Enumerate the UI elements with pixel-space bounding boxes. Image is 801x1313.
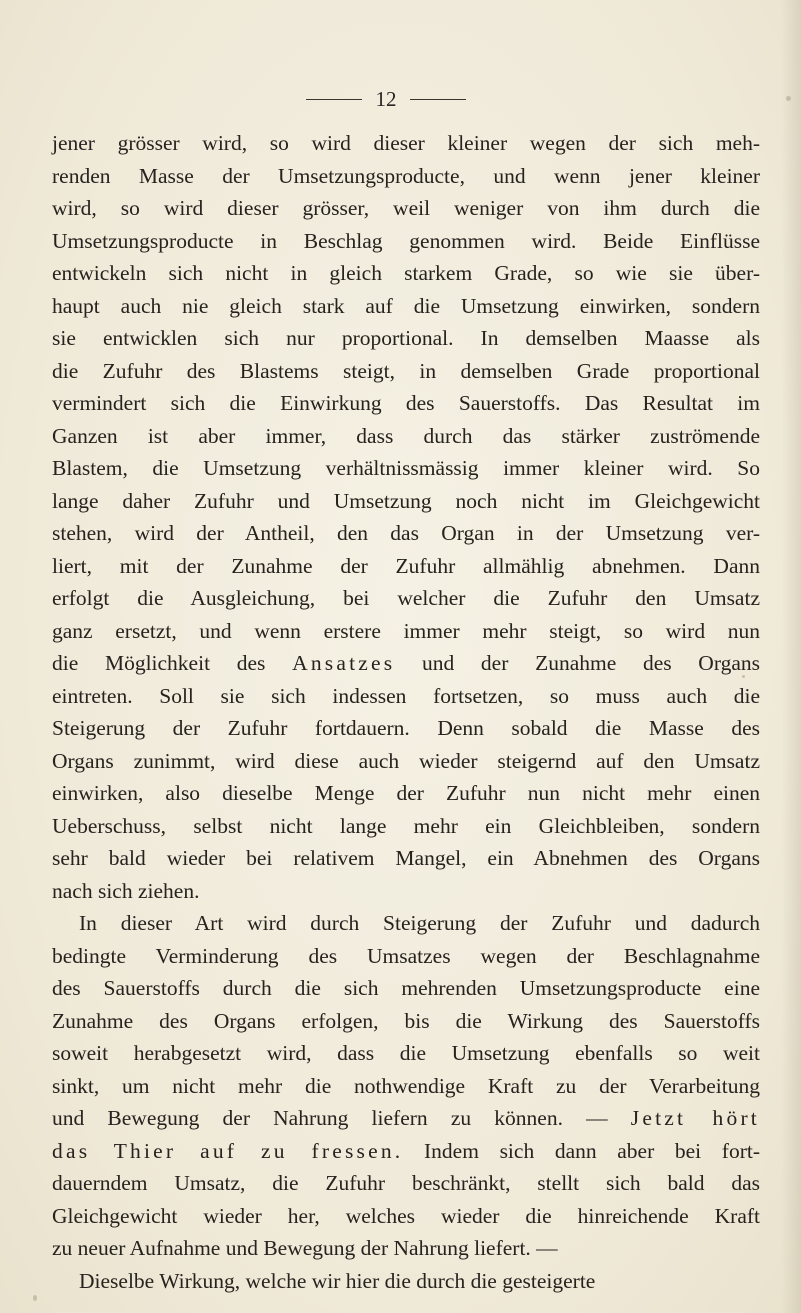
text-line: wird, so wird dieser grösser, weil weniger von ihm durch die [52, 196, 760, 220]
text-line: Ganzen ist aber immer, dass durch das stärker zuströmende [52, 423, 760, 448]
page-header [0, 84, 801, 114]
text-line: bedingte Verminderung des Umsatzes wegen der Beschlagnahme [52, 943, 760, 968]
paper-speck [786, 96, 791, 101]
text-line: des Sauerstoffs durch die sich mehrenden Umsetzungsproducte eine [52, 976, 760, 1000]
text-line: sehr bald wieder bei relativem Mangel, ein Abnehmen des Organs [52, 846, 760, 870]
text-line: Organs zunimmt, wird diese auch wieder steigernd auf den Umsatz [52, 748, 760, 773]
text-line [52, 647, 760, 680]
emphasis-spaced-text: Ansatzes [292, 651, 396, 675]
text-line: einwirken, also dieselbe Menge der Zufuhr nun nicht mehr einen [52, 781, 760, 805]
text-segment: und der Zunahme des Organs [395, 651, 761, 675]
text-line [52, 1135, 760, 1168]
text-line: erfolgt die Ausgleichung, bei welcher die Zufuhr den Umsatz [52, 586, 760, 610]
text-line: Gleichgewicht wieder her, welches wieder die hinreichende Kraft [52, 1203, 760, 1228]
emphasis-spaced-text: das Thier auf zu fressen. [52, 1138, 404, 1163]
text-line: Steigerung der Zufuhr fortdauern. Denn sobald die Masse des [52, 716, 760, 740]
text-line: Ueberschuss, selbst nicht lange mehr ein Gleichbleiben, sondern [52, 813, 760, 838]
text-line: vermindert sich die Einwirkung des Sauerstoffs. Das Resultat im [52, 391, 760, 415]
text-segment: die Möglichkeit des [52, 651, 293, 675]
text-line: entwickeln sich nicht in gleich starkem Grade, so wie sie über- [52, 261, 760, 285]
header-rule-left [306, 99, 362, 100]
text-line: sinkt, um nicht mehr die nothwendige Kraft zu der Verarbeitung [52, 1073, 760, 1098]
header-rule-right [410, 99, 466, 100]
text-line: eintreten. Soll sie sich indessen fortsetzen, so muss auch die [52, 683, 760, 708]
text-line: jener grösser wird, so wird dieser kleiner wegen der sich meh- [52, 131, 760, 155]
text-line: soweit herabgesetzt wird, dass die Umsetzung ebenfalls so weit [52, 1041, 760, 1065]
text-line: Dieselbe Wirkung, welche wir hier die durch die gesteigerte [79, 1268, 596, 1293]
text-line: stehen, wird der Antheil, den das Organ in der Umsetzung ver- [52, 521, 760, 545]
text-line: Umsetzungsproducte in Beschlag genommen wird. Beide Einflüsse [52, 228, 760, 253]
text-segment: Indem sich dann aber bei fort- [403, 1138, 760, 1163]
page-number: 12 [375, 87, 397, 111]
page-edge-shadow [781, 0, 801, 1313]
text-line: sie entwicklen sich nur proportional. In demselben Maasse als [52, 326, 760, 350]
text-line: liert, mit der Zunahme der Zufuhr allmählig abnehmen. Dann [52, 553, 760, 578]
text-line: nach sich ziehen. [52, 878, 200, 903]
text-line: zu neuer Aufnahme und Bewegung der Nahrung liefert. — [52, 1236, 558, 1260]
text-segment: und Bewegung der Nahrung liefern zu können. — [52, 1106, 631, 1130]
text-line [52, 1102, 760, 1135]
text-line: Blastem, die Umsetzung verhältnissmässig immer kleiner wird. So [52, 456, 760, 480]
paper-speck [33, 1295, 37, 1301]
text-line: Zunahme des Organs erfolgen, bis die Wirkung des Sauerstoffs [52, 1008, 760, 1033]
text-line: ganz ersetzt, und wenn erstere immer mehr steigt, so wird nun [52, 618, 760, 643]
text-line: lange daher Zufuhr und Umsetzung noch nicht im Gleichgewicht [52, 488, 760, 513]
emphasis-spaced-text: Jetzt hört [630, 1106, 760, 1130]
paper-speck [742, 675, 745, 678]
text-line: dauerndem Umsatz, die Zufuhr beschränkt, stellt sich bald das [52, 1171, 760, 1195]
text-line: renden Masse der Umsetzungsproducte, und wenn jener kleiner [52, 163, 760, 188]
text-line: In dieser Art wird durch Steigerung der Zufuhr und dadurch [79, 911, 760, 935]
text-line: haupt auch nie gleich stark auf die Umsetzung einwirken, sondern [52, 293, 760, 318]
text-line: die Zufuhr des Blastems steigt, in demselben Grade proportional [52, 358, 760, 383]
body-text [52, 127, 760, 1297]
